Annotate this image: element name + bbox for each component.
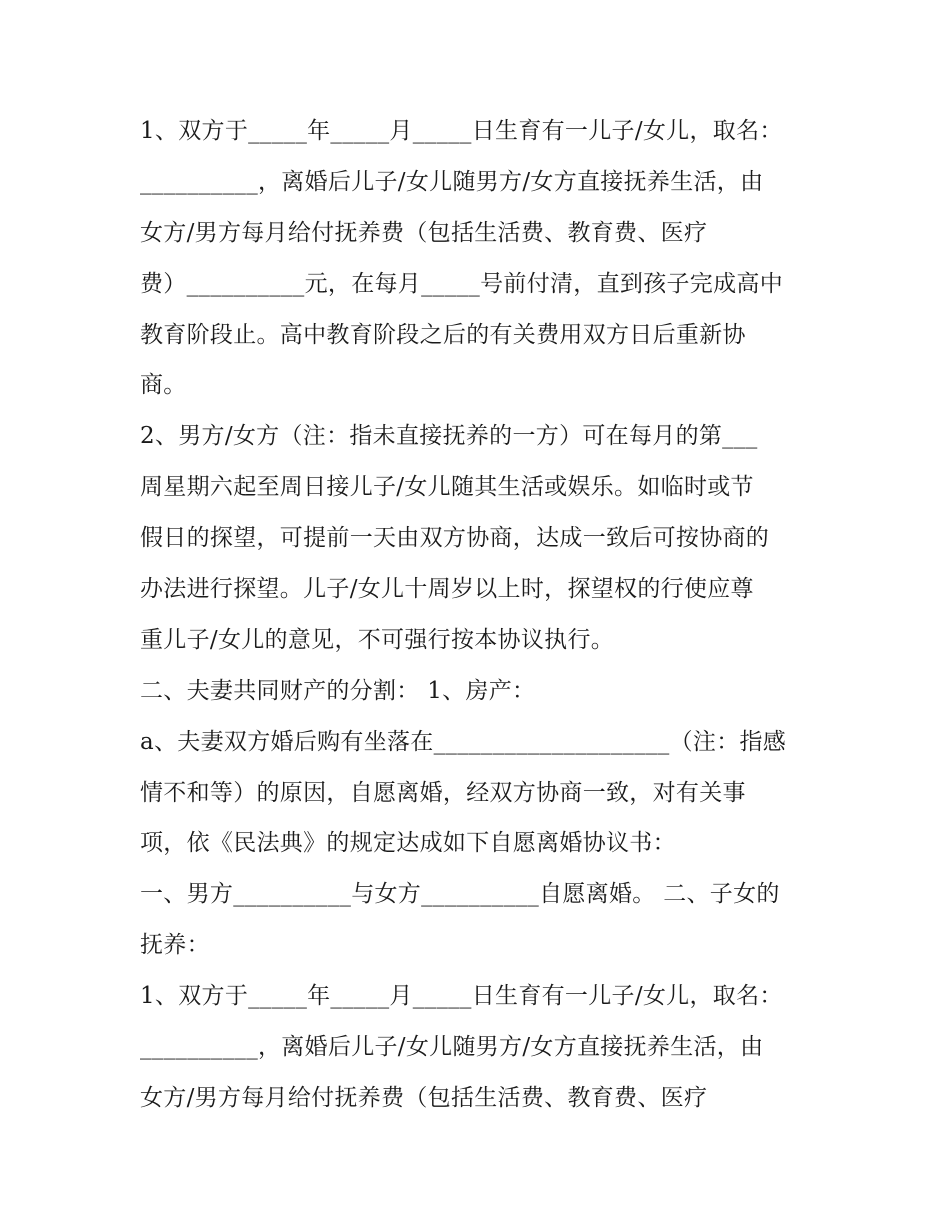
text-line: 二、夫妻共同财产的分割： 1、房产： <box>140 677 536 704</box>
text-line: 费）__________元，在每月_____号前付清，直到孩子完成高中 <box>140 270 783 297</box>
text-line: 女方/男方每月给付抚养费（包括生活费、教育费、医疗 <box>140 219 708 246</box>
text-line: 1、双方于_____年_____月_____日生育有一儿子/女儿，取名： <box>140 983 783 1010</box>
text-line: 重儿子/女儿的意见，不可强行按本协议执行。 <box>140 626 615 653</box>
text-line: 项，依《民法典》的规定达成如下自愿离婚协议书： <box>140 830 676 857</box>
text-line: 商。 <box>140 372 187 399</box>
text-line: __________，离婚后儿子/女儿随男方/女方直接抚养生活，由 <box>140 1034 764 1061</box>
text-line: 情不和等）的原因，自愿离婚，经双方协商一致，对有关事 <box>140 779 746 806</box>
text-line: __________，离婚后儿子/女儿随男方/女方直接抚养生活，由 <box>140 168 764 195</box>
text-line: 办法进行探望。儿子/女儿十周岁以上时，探望权的行使应尊 <box>140 576 754 603</box>
text-line: 女方/男方每月给付抚养费（包括生活费、教育费、医疗 <box>140 1084 708 1111</box>
text-line: 周星期六起至周日接儿子/女儿随其生活或娱乐。如临时或节 <box>140 474 754 501</box>
text-line: 1、双方于_____年_____月_____日生育有一儿子/女儿，取名： <box>140 118 783 144</box>
text-line: a、夫妻双方婚后购有坐落在____________________（注：指感 <box>140 728 787 755</box>
text-line: 2、男方/女方（注：指未直接抚养的一方）可在每月的第___ <box>140 423 758 450</box>
document-body <box>140 106 820 1124</box>
text-line: 教育阶段止。高中教育阶段之后的有关费用双方日后重新协 <box>140 321 746 348</box>
text-line: 一、男方__________与女方__________自愿离婚。 二、子女的 <box>140 881 780 908</box>
text-line: 假日的探望，可提前一天由双方协商，达成一致后可按协商的 <box>140 525 770 552</box>
text-line: 抚养： <box>140 932 210 959</box>
